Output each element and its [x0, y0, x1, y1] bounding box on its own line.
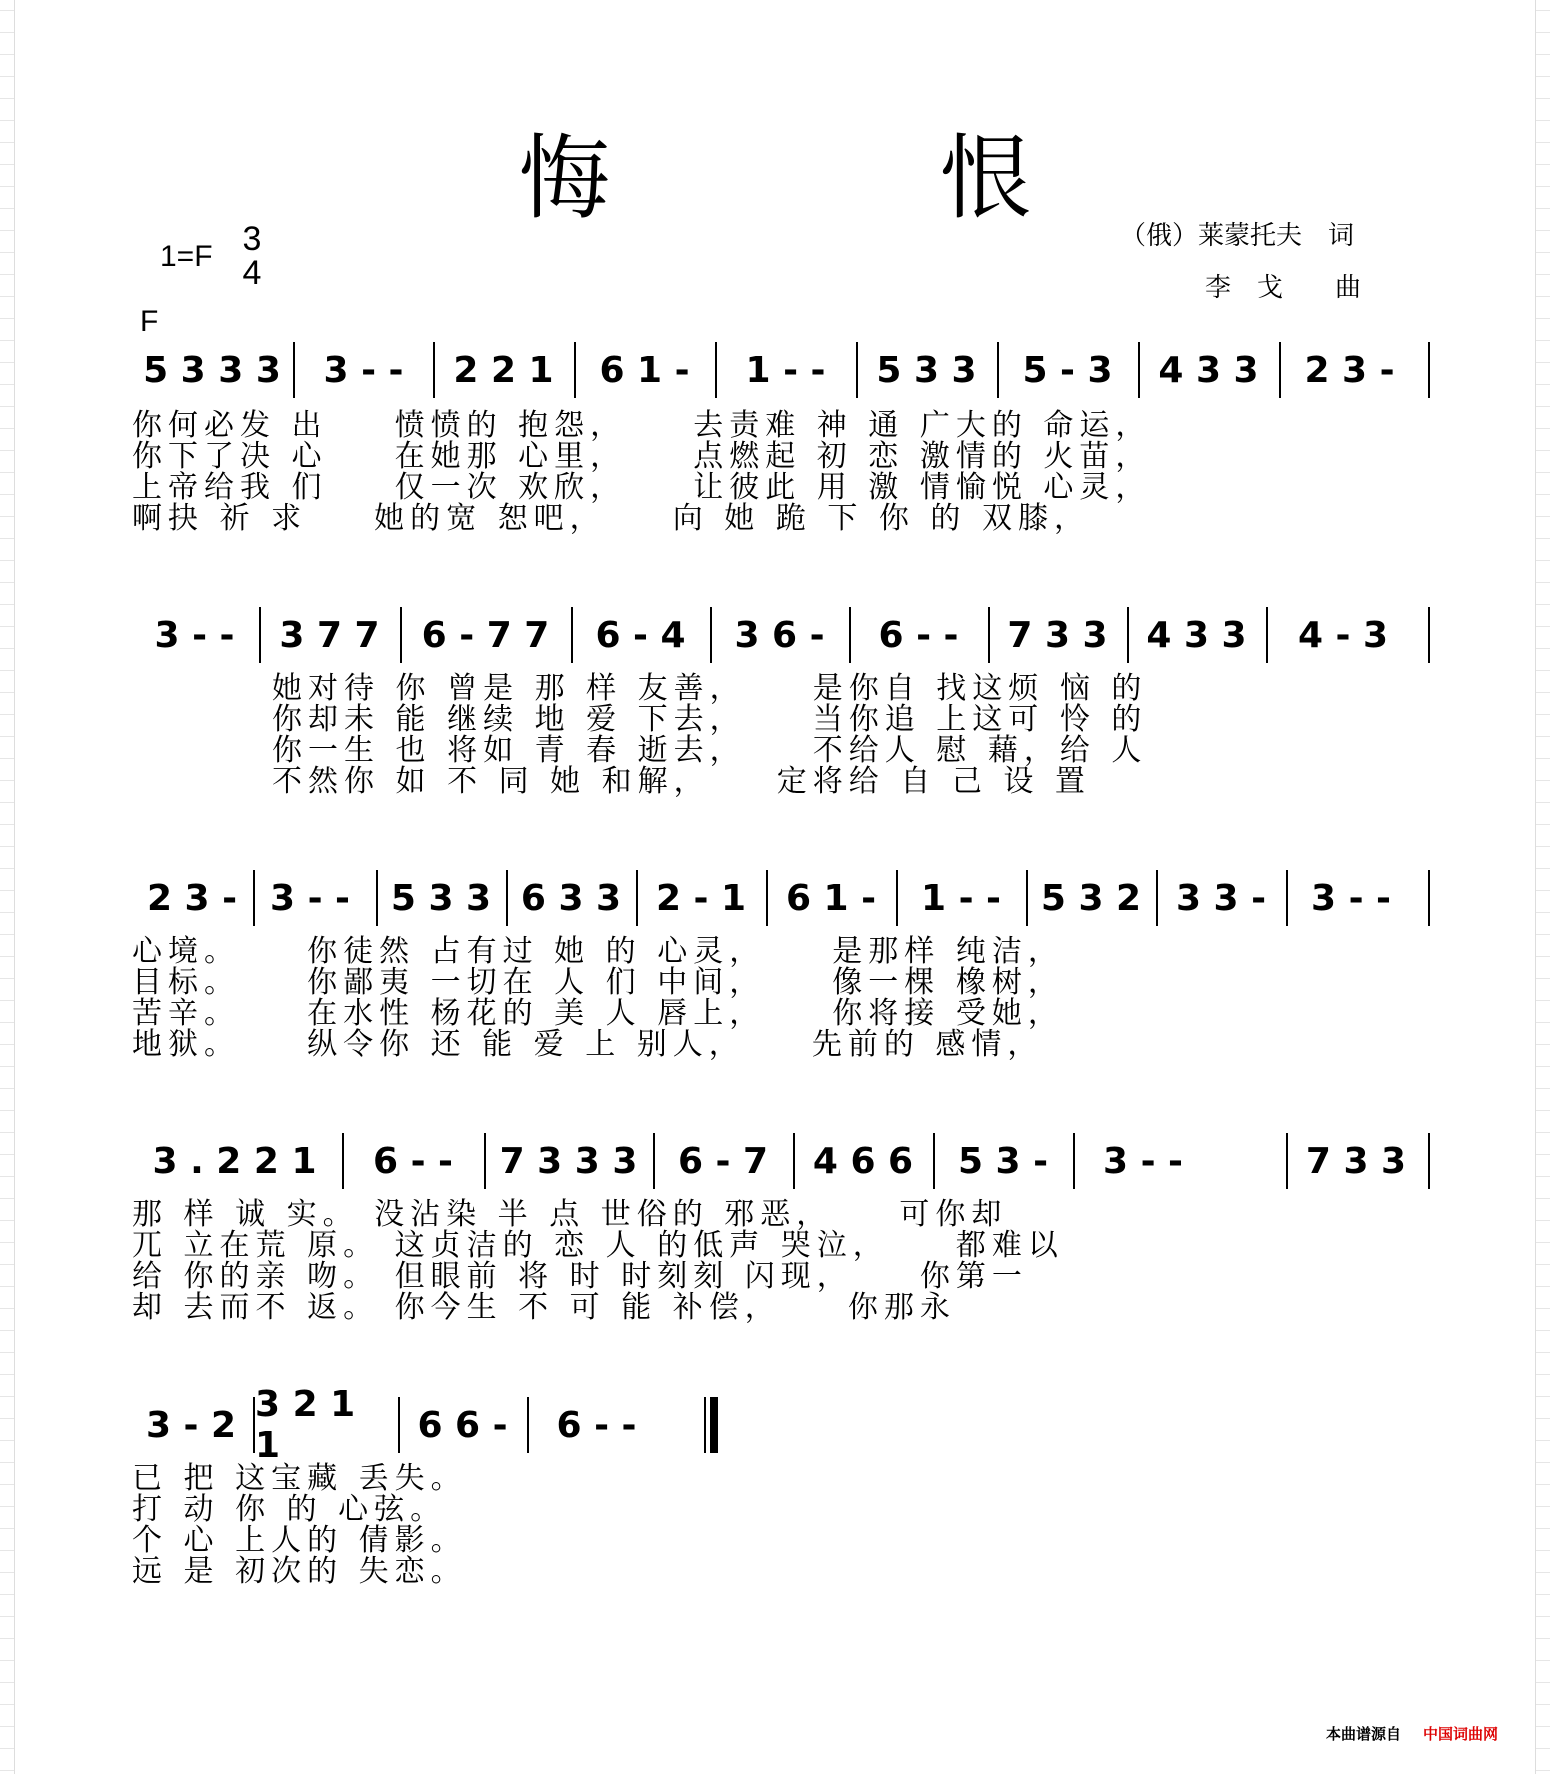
measure: 6 - 4 [595, 614, 686, 656]
measure: 3 7 7 [279, 614, 380, 656]
measure: 3 . 2 2 1 [152, 1140, 317, 1182]
measure: 7 3 3 [1007, 614, 1108, 656]
lyricist-credit: （俄）莱蒙托夫 词 [1120, 221, 1355, 251]
time-sig-top: 3 [242, 220, 262, 258]
barline [1428, 1133, 1430, 1189]
measure: 6 1 - [785, 877, 877, 919]
notation-row [132, 1133, 1442, 1193]
measure: 5 3 3 3 [143, 349, 281, 391]
measure: 7 3 3 3 [499, 1140, 638, 1182]
lyric-verse-4: 地狱。 纵令你 还 能 爱 上 别人， 先前的 感情， [132, 1027, 1044, 1062]
source-footer [1326, 1723, 1498, 1744]
lyric-verse-1: 已 把 这宝藏 丢失。 [132, 1461, 467, 1496]
measure: 3 3 - [1175, 877, 1267, 919]
measure: 2 2 1 [453, 349, 554, 391]
measure: 2 3 - [1304, 349, 1395, 391]
lyric-verse-1: 你何必发 出 愤愤的 抱怨， 去责难 神 通 广大的 命运， [132, 408, 1152, 443]
key-signature: 1=F [160, 240, 213, 273]
measure: 6 - - [878, 614, 959, 656]
measure: 3 6 - [734, 614, 825, 656]
lyric-verse-2: 兀 立在荒 原。 这贞洁的 恋 人 的低声 哭泣， 都难以 [132, 1228, 1064, 1263]
lyric-verse-3: 给 你的亲 吻。 但眼前 将 时 时刻刻 闪现， 你第一 [132, 1259, 1028, 1294]
measure: 5 3 - [957, 1140, 1049, 1182]
lyric-verse-2: 你下了决 心 在她那 心里， 点燃起 初 恋 激情的 火苗， [132, 439, 1152, 474]
lyric-verse-3: 你一生 也 将如 青 春 逝去， 不给人 慰 藉，给 人 [272, 733, 1148, 768]
measure: 3 - - [1311, 877, 1391, 919]
lyric-verse-4: 啊抉 祈 求 她的宽 恕吧， 向 她 跪 下 你 的 双膝， [132, 501, 1090, 536]
measure: 4 3 3 [1146, 614, 1247, 656]
measure: 3 - - [1103, 1140, 1183, 1182]
site-brand-link[interactable]: 中国词曲网 [1422, 1726, 1498, 1743]
lyric-verse-2: 目标。 你鄙夷 一切在 人 们 中间， 像一棵 橡树， [132, 965, 1064, 1000]
measure: 1 - - [745, 349, 826, 391]
measure: 6 - - [373, 1140, 453, 1182]
notation-row [132, 342, 1442, 402]
measure: 3 - - [323, 349, 404, 391]
measure: 2 3 - [146, 877, 238, 919]
lyric-verse-4: 远 是 初次的 失恋。 [132, 1554, 467, 1589]
source-label: 本曲谱源自 [1325, 1726, 1401, 1743]
measure: 6 1 - [599, 349, 690, 391]
time-signature [240, 222, 264, 290]
measure: 3 - - [270, 877, 350, 919]
lyric-verse-1: 她对待 你 曾是 那 样 友善， 是你自 找这烦 恼 的 [272, 671, 1148, 706]
barline [1428, 342, 1430, 398]
measure: 5 - 3 [1022, 349, 1113, 391]
left-margin-strip [0, 0, 15, 1774]
measure: 7 3 3 [1305, 1140, 1407, 1182]
measure: 4 3 3 [1158, 349, 1259, 391]
lyric-verse-3: 苦辛。 在水性 杨花的 美 人 唇上， 你将接 受她， [132, 996, 1064, 1031]
measure: 4 6 6 [812, 1140, 914, 1182]
barline [1428, 607, 1430, 663]
measure: 6 3 3 [520, 877, 622, 919]
measure: 6 - 7 [677, 1140, 769, 1182]
song-title: 悔 恨 [518, 125, 1182, 232]
lyric-verse-4: 却 去而不 返。 你今生 不 可 能 补偿， 你那永 [132, 1290, 956, 1325]
lyric-verse-3: 上帝给我 们 仅一次 欢欣， 让彼此 用 激 情愉悦 心灵， [132, 470, 1152, 505]
final-barline [704, 1397, 718, 1453]
lyric-verse-1: 心境。 你徒然 占有过 她 的 心灵， 是那样 纯洁， [132, 934, 1064, 969]
notation-row [132, 1384, 1442, 1466]
measure: 3 - - [154, 614, 235, 656]
lyric-verse-2: 你却未 能 继续 地 爱 下去， 当你追 上这可 怜 的 [272, 702, 1148, 737]
time-sig-bottom: 4 [242, 254, 262, 292]
barline [1428, 870, 1430, 926]
measure: 3 - 2 [145, 1404, 237, 1446]
measure: 6 - 7 7 [421, 614, 550, 656]
right-margin-strip [1535, 0, 1550, 1774]
measure: 5 3 2 [1040, 877, 1142, 919]
notation-row [132, 870, 1442, 930]
measure: 2 - 1 [655, 877, 747, 919]
measure: 5 3 3 [390, 877, 492, 919]
measure: 5 3 3 [876, 349, 977, 391]
chord-symbol: F [140, 305, 159, 338]
composer-credit: 李 戈 曲 [1205, 273, 1362, 303]
measure: 6 - - [556, 1404, 637, 1446]
measure: 4 - 3 [1297, 614, 1389, 656]
measure: 6 6 - [417, 1404, 508, 1446]
measure: 1 - - [921, 877, 1001, 919]
measure: 3 2 1 1 [255, 1384, 356, 1466]
lyric-verse-4: 不然你 如 不 同 她 和解， 定将给 自 己 设 置 [272, 764, 1091, 799]
lyric-verse-2: 打 动 你 的 心弦。 [132, 1492, 447, 1527]
notation-row [132, 607, 1442, 667]
lyric-verse-1: 那 样 诚 实。 没沾染 半 点 世俗的 邪恶， 可你却 [132, 1197, 1008, 1232]
lyric-verse-3: 个 心 上人的 倩影。 [132, 1523, 467, 1558]
